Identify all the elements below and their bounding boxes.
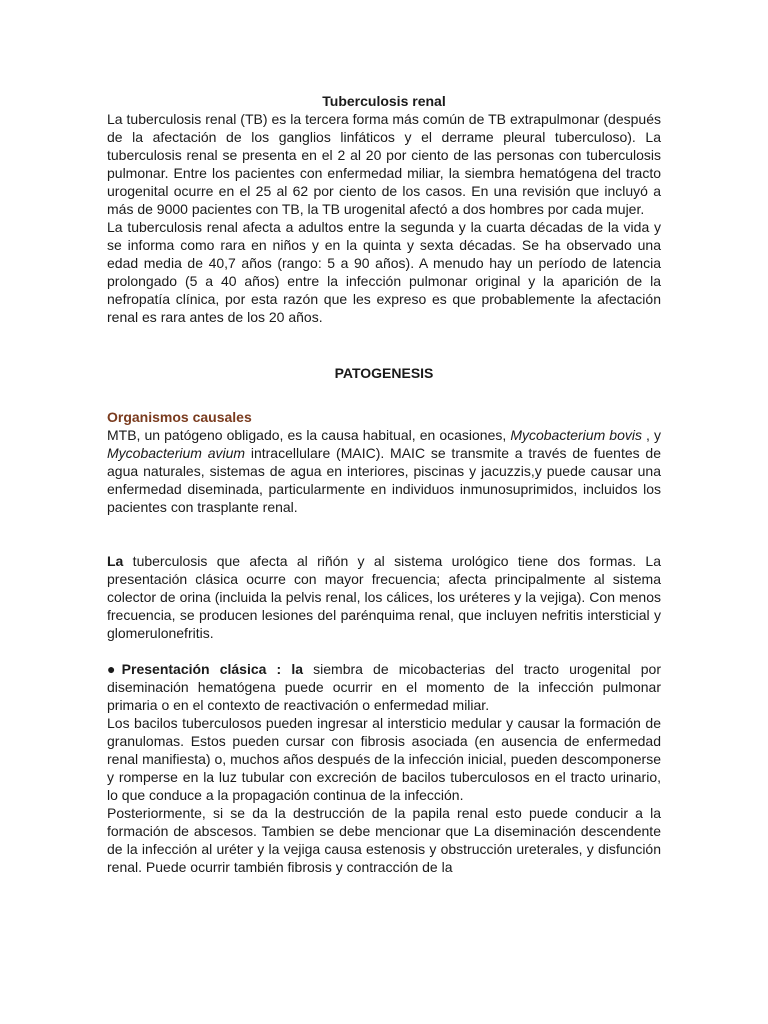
paragraph-organisms	[107, 426, 661, 516]
spacer	[107, 516, 661, 552]
paragraph-classic-presentation	[107, 660, 661, 714]
document-title: Tuberculosis renal	[322, 93, 446, 109]
species-name: Mycobacterium avium	[107, 445, 246, 461]
bold-lead: ●Presentación clásica : la	[107, 661, 304, 677]
text-run: intracellulare (MAIC). MAIC se transmite a través de fuentes de agua naturales, sistemas de agua en interiores, piscinas y jacuzzis,y puede causar una enfermedad diseminada, particularmente en individuos inmunosuprimidos, incluidos los pacientes con trasplante renal.	[107, 445, 661, 515]
paragraph-granulomas: Los bacilos tuberculosos pueden ingresar al intersticio medular y causar la formación de granulomas. Estos pueden cursar con fibrosis asociada (en ausencia de enfermedad renal manifiesta) o, muchos años después de la infección inicial, pueden descomponerse y romperse en la luz tubular con excreción de bacilos tuberculosos en el tracto urinario, lo que conduce a la propagación continua de la infección.	[107, 715, 661, 803]
species-name: Mycobacterium bovis	[510, 427, 642, 443]
subheading-organismos: Organismos causales	[107, 409, 252, 425]
paragraph-intro: La tuberculosis renal (TB) es la tercera forma más común de TB extrapulmonar (después de la afectación de los ganglios linfáticos y el derrame pleural tuberculoso). La tuberculosis renal se presenta en el 2 al 20 por ciento de las personas con tuberculosis pulmonar. Entre los pacientes con enfermedad miliar, la siembra hematógena del tracto urogenital ocurre en el 25 al 62 por ciento de los casos. En una revisión que incluyó a más de 9000 pacientes con TB, la TB urogenital afectó a dos hombres por cada mujer.	[107, 111, 661, 217]
bold-lead: La	[107, 553, 124, 569]
paragraph-forms	[107, 552, 661, 642]
spacer	[107, 326, 661, 364]
text-run: siembra de micobacterias del tracto urogenital por diseminación hematógena puede ocurrir en el momento de la infección pulmonar primaria o en el contexto de reactivación o enfermedad miliar.	[107, 661, 661, 713]
section-heading-patogenesis: PATOGENESIS	[334, 365, 434, 381]
text-run: MTB, un patógeno obligado, es la causa habitual, en ocasiones,	[107, 427, 511, 443]
paragraph-abscesses: Posteriormente, si se da la destrucción de la papila renal esto puede conducir a la formación de abscesos. Tambien se debe mencionar que La diseminación descendente de la infección al uréter y la vejiga causa estenosis y obstrucción ureterales, y disfunción renal. Puede ocurrir también fibrosis y contracción de la	[107, 805, 661, 875]
text-run: tuberculosis que afecta al riñón y al sistema urológico tiene dos formas. La presentación clásica ocurre con mayor frecuencia; afecta principalmente al sistema colector de orina (incluida la pelvis renal, los cálices, los uréteres y la vejiga). Con menos frecuencia, se producen lesiones del parénquima renal, que incluyen nefritis intersticial y glomerulonefritis.	[107, 553, 661, 641]
spacer	[107, 642, 661, 660]
paragraph-epidemiology: La tuberculosis renal afecta a adultos entre la segunda y la cuarta décadas de la vida y se informa como rara en niños y en la quinta y sexta décadas. Se ha observado una edad media de 40,7 años (rango: 5 a 90 años). A menudo hay un período de latencia prolongado (5 a 40 años) entre la infección pulmonar original y la aparición de la nefropatía clínica, por esta razón que les expreso es que probablemente la afectación renal es rara antes de los 20 años.	[107, 219, 661, 325]
text-run: , y	[641, 427, 661, 443]
spacer	[107, 382, 661, 408]
